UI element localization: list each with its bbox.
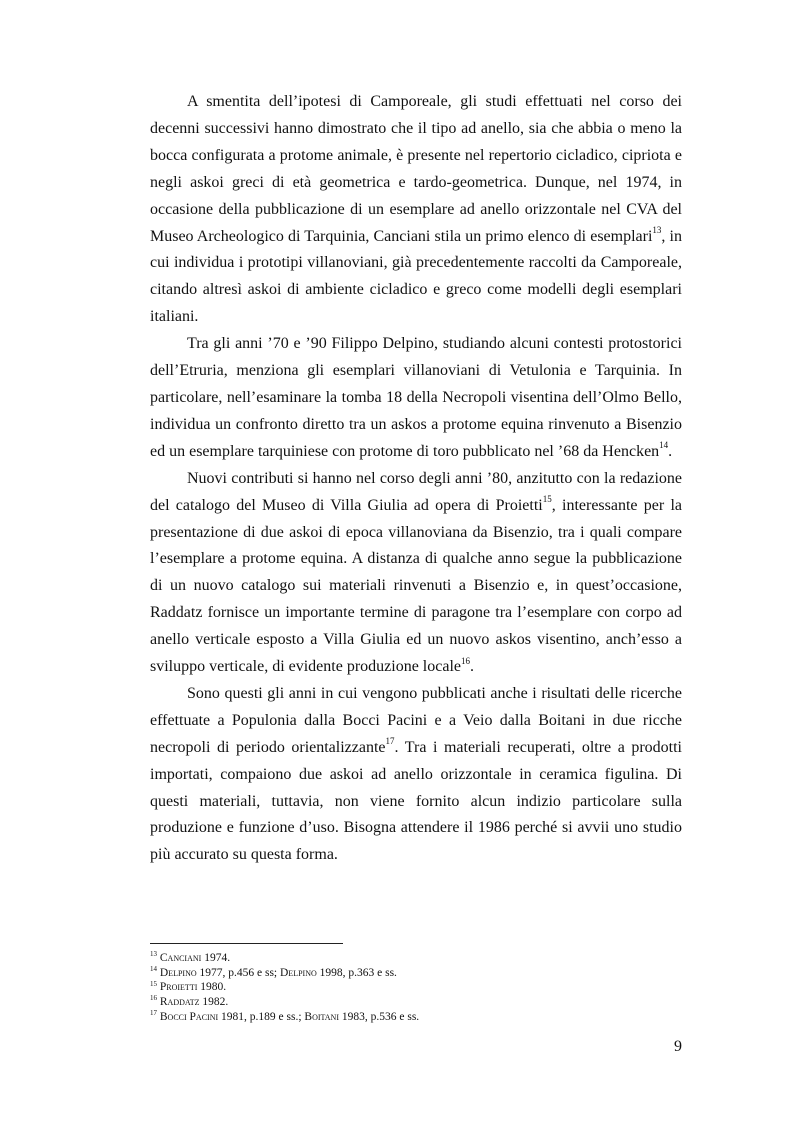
author-name: Delpino	[280, 966, 317, 979]
page-number: 9	[674, 1038, 682, 1055]
footnote-ref-15[interactable]: 15	[542, 494, 552, 505]
footnote-ref-17[interactable]: 17	[385, 736, 395, 747]
footnote-number: 15	[150, 979, 157, 988]
footnote-ref-13[interactable]: 13	[652, 225, 662, 236]
author-name: Boitani	[304, 1010, 339, 1023]
author-name: Canciani	[159, 952, 202, 964]
footnote-15: $^{15}$ Proietti 1980.	[150, 979, 227, 994]
paragraph-4: Sono questi gli anni in cui vengono pubblicati anche i risultati delle ricerche effettuate a Populonia dalla Bocci Pacini e a Veio dalla Boitani in due ricche necropoli di periodo orientalizzante$^{17}$. Tra i materiali recuperati, oltre a prodotti importati, compaiono due askoi ad anello orizzontale in ceramica figulina. Di questi materiali, tuttavia, non viene fornito alcun indizio particolare sulla produzione e funzione d’uso. Bisogna attendere il 1986 perché si avvii uno studio più accurato su questa forma.	[150, 684, 682, 864]
author-name: Raddatz	[159, 996, 200, 1009]
footnote-13: $^{13}$ Canciani 1974.	[150, 950, 231, 964]
footnote-number: 17	[150, 1008, 157, 1017]
footnote-ref-16[interactable]: 16	[461, 655, 470, 666]
author-name: Delpino	[159, 966, 197, 979]
footnotes	[150, 951, 682, 1025]
paragraph-3: Nuovi contributi si hanno nel corso degli anni ’80, anzitutto con la redazione del catalogo del Museo di Villa Giulia ad opera di Proietti$^{15}$, interessante per la presentazione di due askoi di epoca villanoviana da Bisenzio, tra i quali compare l’esemplare a protome equina. A distanza di qualche anno segue la pubblicazione di un nuovo catalogo sui materiali rinvenuti a Bisenzio e, in quest’occasione, Raddatz fornisce un importante termine di paragone tra l’esemplare con corpo ad anello verticale esposto a Villa Giulia ed un nuovo askos visentino, anch’esso a sviluppo verticale, di evidente produzione locale$^{16}$.	[150, 469, 683, 676]
paragraph-1: A smentita dell’ipotesi di Camporeale, gli studi effettuati nel corso dei decenni successivi hanno dimostrato che il tipo ad anello, sia che abbia o meno la bocca configurata a protome animale, è presente nel repertorio cicladico, cipriota e negli askoi greci di età geometrica e tardo-geometrica. Dunque, nel 1974, in occasione della pubblicazione di un esemplare ad anello orizzontale nel CVA del Museo Archeologico di Tarquinia, Canciani stila un primo elenco di esemplari$^{13}$, in cui individua i prototipi villanoviani, già precedentemente raccolti da Camporeale, citando altresì askoi di ambiente cicladico e greco come modelli degli esemplari italiani.	[150, 93, 682, 326]
footnote-number: 13	[150, 950, 157, 959]
footnote-16: $^{16}$ Raddatz 1982.	[150, 994, 229, 1009]
footnote-14: $^{14}$ Delpino 1977, p.456 e ss; Delpino 1998, p.363 e ss.	[150, 964, 397, 979]
author-name: Proietti	[159, 981, 198, 994]
footnote-ref-14[interactable]: 14	[659, 440, 669, 451]
footnote-separator	[150, 943, 343, 944]
footnote-number: 16	[150, 994, 157, 1003]
main-text	[150, 89, 682, 869]
paragraph-2: Tra gli anni ’70 e ’90 Filippo Delpino, studiando alcuni contesti protostorici dell’Etruria, menziona gli esemplari villanoviani di Vetulonia e Tarquinia. In particolare, nell’esaminare la tomba 18 della Necropoli visentina dell’Olmo Bello, individua un confronto diretto tra un askos a protome equina rinvenuto a Bisenzio ed un esemplare tarquiniese con protome di toro pubblicato nel ’68 da Hencken$^{14}$.	[150, 335, 682, 460]
footnote-number: 14	[150, 964, 157, 973]
footnote-17: $^{17}$ Bocci Pacini 1981, p.189 e ss.; Boitani 1983, p.536 e ss.	[150, 1008, 420, 1023]
author-name: Bocci Pacini	[159, 1010, 219, 1023]
